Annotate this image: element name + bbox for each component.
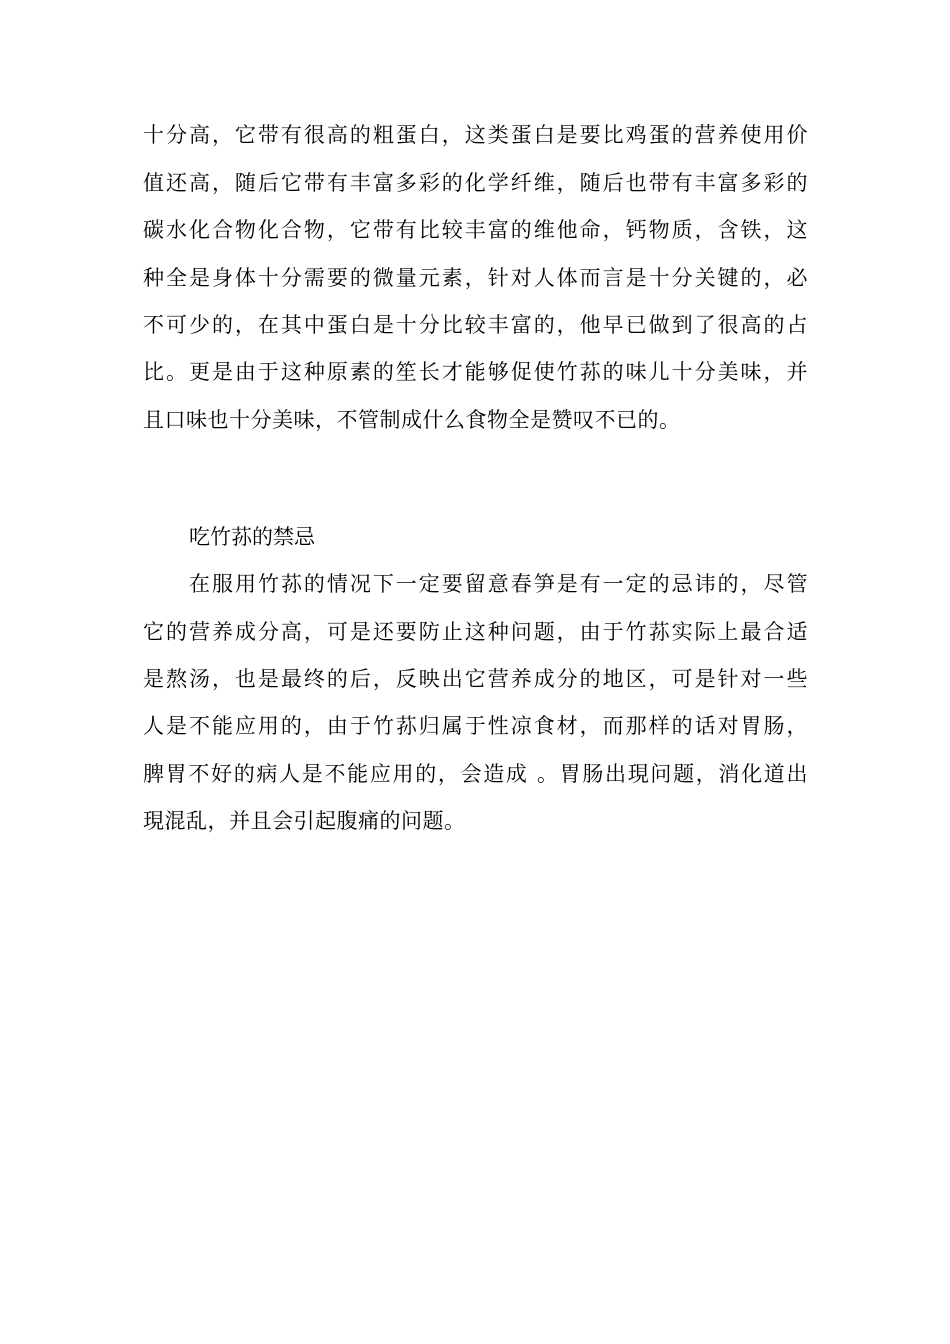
paragraph-line: 种全是身体十分需要的微量元素，针对人体而言是十分关键的，必 (143, 266, 808, 290)
paragraph-line: 值还高，随后它带有丰富多彩的化学纤维，随后也带有丰富多彩的 (143, 171, 808, 195)
paragraph-line: 是熬汤，也是最终的后，反映出它营养成分的地区，可是针对一些 (143, 667, 808, 691)
paragraph-line: 在服用竹荪的情况下一定要留意春笋是有一定的忌讳的，尽管 (189, 572, 808, 596)
paragraph-line: 現混乱，并且会引起腹痛的问题。 (143, 809, 466, 833)
paragraph-line: 人是不能应用的，由于竹荪归属于性凉食材，而那样的话对胃肠， (143, 714, 808, 738)
paragraph-line: 碳水化合物化合物，它带有比较丰富的维他命，钙物质，含铁，这 (143, 218, 808, 242)
paragraph-line: 且口味也十分美味，不管制成什么食物全是赞叹不已的。 (143, 408, 681, 432)
paragraph-line: 比。更是由于这种原素的笙长才能够促使竹荪的味儿十分美味，并 (143, 360, 808, 384)
paragraph-line: 脾胃不好的病人是不能应用的，会造成 。胃肠出現问题，消化道出 (143, 762, 808, 786)
paragraph-line: 不可少的，在其中蛋白是十分比较丰富的，他早已做到了很高的占 (143, 313, 808, 337)
section-heading: 吃竹荪的禁忌 (189, 525, 315, 549)
paragraph-line: 它的营养成分高，可是还要防止这种问题，由于竹荪实际上最合适 (143, 620, 808, 644)
paragraph-line: 十分高，它带有很高的粗蛋白，这类蛋白是要比鸡蛋的营养使用价 (143, 123, 808, 147)
